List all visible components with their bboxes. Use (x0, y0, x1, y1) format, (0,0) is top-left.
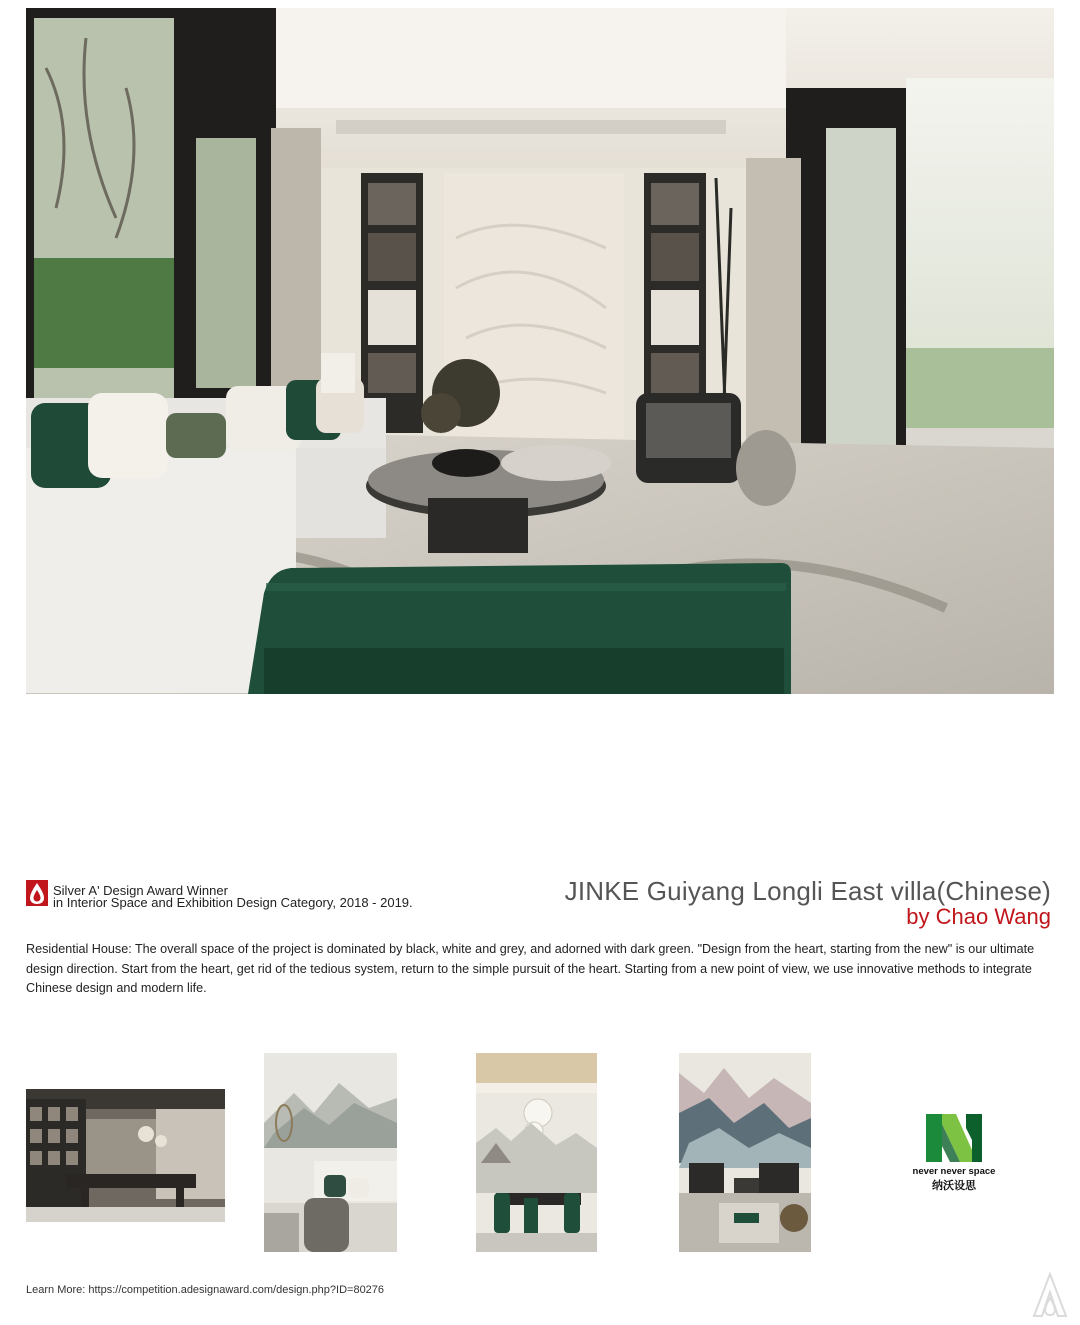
project-description: Residential House: The overall space of the project is dominated by black, white and grey, and adorned with dark green. "Design from the heart, starting from the new" is our ultimate design direction. Start from the heart, get rid of the tedious system, return to the simple pursuit of the heart. Starting from a new point of view, we use innovative methods to integrate Chinese design and modern life. (26, 942, 1035, 995)
learn-more-label: Learn More: (26, 1284, 86, 1296)
project-title: JINKE Guiyang Longli East villa(Chinese) (564, 876, 1051, 906)
lounge-thumbnail[interactable] (679, 1053, 811, 1252)
brand-name-en: never never space (912, 1166, 996, 1177)
award-title: Silver A' Design Award Winner (53, 883, 228, 898)
never-never-space-logo-icon (922, 1110, 986, 1166)
award-category: in Interior Space and Exhibition Design Category, 2018 - 2019. (53, 895, 413, 910)
designer-name: by Chao Wang (906, 904, 1051, 929)
study-room-thumbnail[interactable] (26, 1089, 225, 1222)
learn-more-line (26, 1284, 384, 1296)
hero-photo (26, 8, 1054, 694)
bedroom-thumbnail[interactable] (264, 1053, 397, 1252)
a-design-award-logo-icon (26, 880, 48, 906)
learn-more-link[interactable]: https://competition.adesignaward.com/design.php?ID=80276 (88, 1284, 385, 1296)
a-design-award-watermark-icon (1030, 1270, 1070, 1320)
dining-room-thumbnail[interactable] (476, 1053, 597, 1252)
brand-name-cn: 纳沃设思 (932, 1180, 976, 1192)
